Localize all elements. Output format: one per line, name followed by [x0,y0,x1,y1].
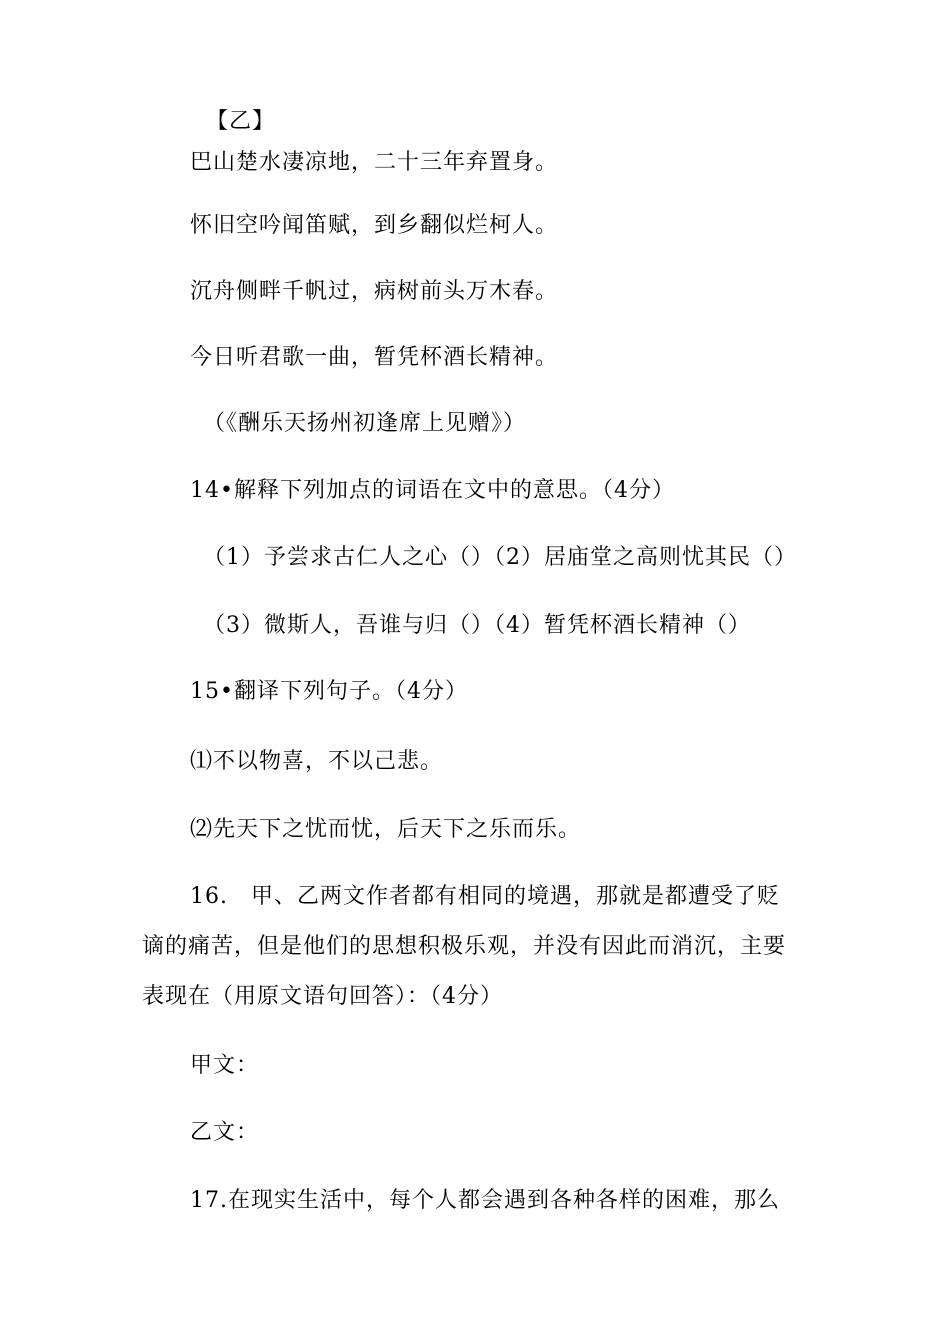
question-14-items-row-2: （3）微斯人，吾谁与归（）（4）暂凭杯酒长精神（） [203,613,751,638]
poem-line-2: 怀旧空吟闻笛赋，到乡翻似烂柯人。 [190,213,559,238]
question-16-answer-b-label: 乙文： [190,1120,260,1145]
question-15-item-1: ⑴不以物喜，不以己悲。 [190,749,444,774]
question-16-line-1: 16. 甲、乙两文作者都有相同的境遇，那就是都遭受了贬 [190,884,780,909]
question-16-line-3: 表现在（用原文语句回答）：（4分） [142,984,503,1009]
section-marker: 【乙】 [206,109,276,134]
poem-line-1: 巴山楚水凄凉地，二十三年弃置身。 [190,150,559,175]
poem-line-4: 今日听君歌一曲，暂凭杯酒长精神。 [190,345,559,370]
question-16-answer-a-label: 甲文： [190,1053,260,1078]
question-16-line-2: 谪的痛苦，但是他们的思想积极乐观，并没有因此而消沉，主要 [142,934,787,959]
question-15-item-2: ⑵先天下之忧而忧，后天下之乐而乐。 [190,817,582,842]
question-15-prompt: 15•翻译下列句子。（4分） [190,679,468,704]
poem-source: （《酬乐天扬州初逢席上见赠》） [203,411,527,436]
question-14-prompt: 14•解释下列加点的词语在文中的意思。（4分） [190,478,675,503]
poem-line-3: 沉舟侧畔千帆过，病树前头万木春。 [190,279,559,304]
question-17-line-1: 17.在现实生活中，每个人都会遇到各种各样的困难，那么 [190,1188,780,1213]
question-14-items-row-1: （1）予尝求古仁人之心（）（2）居庙堂之高则忧其民（） [203,545,797,570]
